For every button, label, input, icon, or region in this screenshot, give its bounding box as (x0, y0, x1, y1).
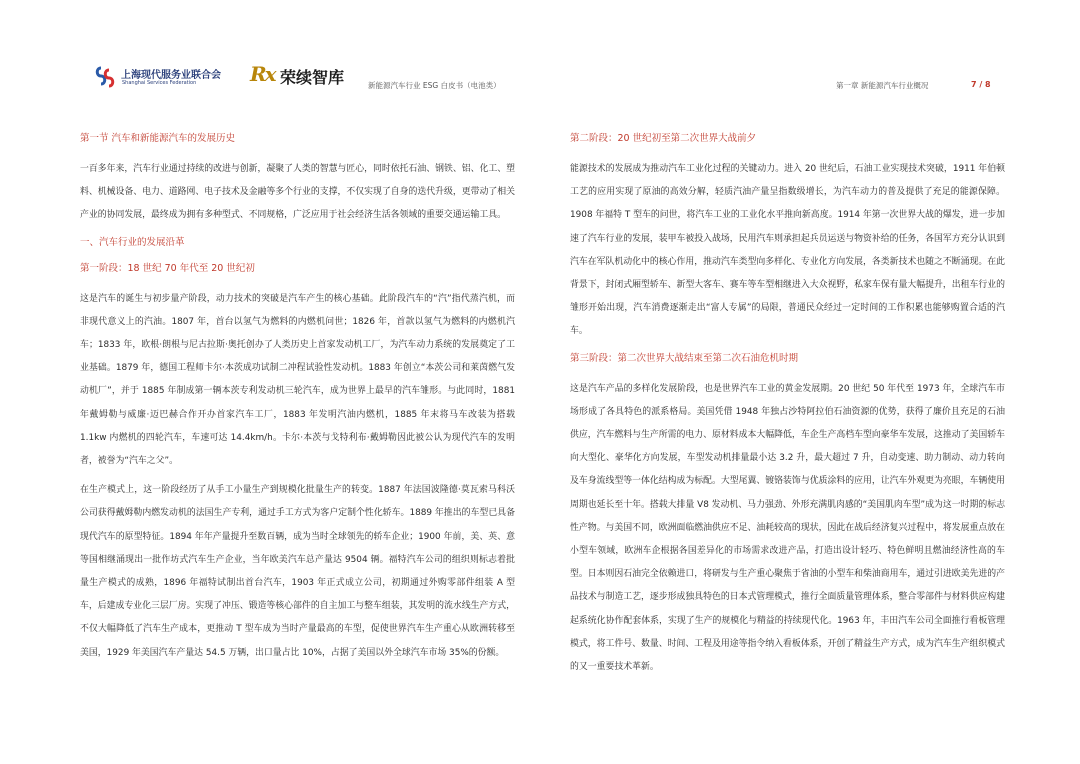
stage1-paragraph-1: 这是汽车的诞生与初步量产阶段，动力技术的突破是汽车产生的核心基础。此阶段汽车的“汽”指代蒸汽机，而非现代意义上的汽油。1807 年，首台以氢气为燃料的内燃机问世；1826 年，首款以氢气为燃料的内燃机汽车；1833 年，欧根·朗根与尼古拉斯·奥托创办了人类历史上首家发动机工厂，为汽车动力系统的发展奠定了工业基础。1879 年，德国工程师卡尔·本茨成功试制二冲程试验性发动机。1883 年创立“本茨公司和莱茵燃气发动机厂”，并于 1885 年制成第一辆本茨专利发动机三轮汽车，成为世界上最早的汽车雏形。与此同时，1881 年戴姆勒与威廉·迈巴赫合作开办首家汽车工厂，1883 年发明汽油内燃机，1885 年末将马车改装为搭载 1.1kw 内燃机的四轮汽车，车速可达 14.4km/h。卡尔·本茨与戈特利布·戴姆勒因此被公认为现代汽车的发明者，被誉为“汽车之父”。 (80, 293, 515, 467)
ssf-logo (95, 64, 245, 94)
right-column (570, 132, 1005, 687)
chapter-title: 第一章 新能源汽车行业概况 (836, 81, 929, 90)
stage3-paragraph: 这是汽车产品的多样化发展阶段，也是世界汽车工业的黄金发展期。20 世纪 50 年代至 1973 年，全球汽车市场形成了各具特色的派系格局。美国凭借 1948 年独占沙特阿拉伯石油资源的优势，获得了廉价且充足的石油供应，汽车燃料与生产所需的电力、原材料成本大幅降低，车企生产高档车型向豪华车发展，这推动了美国轿车向大型化、豪华化方向发展，车型发动机排量最小达 3.2 升，最大超过 7 升，自动变速、助力制动、动力转向及车身流线型等一体化结构成为标配。大型尾翼、镀铬装饰与优质涂料的应用，让汽车外观更为亮眼，车辆使用周期也延长至十年。搭载大排量 V8 发动机、马力强劲、外形充满肌肉感的“美国肌肉车型”成为这一时期的标志性产物。与美国不同，欧洲面临燃油供应不足、油耗较高的现状，因此在战后经济复兴过程中，将发展重点放在小型车领域，欧洲车企根据各国差异化的市场需求改进产品，打造出设计轻巧、特色鲜明且燃油经济性高的车型。日本则因石油完全依赖进口，将研发与生产重心聚焦于省油的小型车和柴油商用车，通过引进欧美先进的产品技术与制造工艺，逐步形成独具特色的日本式管理模式，推行全面质量管理体系，整合零部件与材料供应构建起系统化协作配套体系，实现了生产的规模化与精益的持续现代化。1963 年，丰田汽车公司全面推行看板管理模式，将工件号、数量、时间、工程及用途等指令纳入看板体系，开创了精益生产方式，成为汽车生产组织模式的又一重要技术革新。 (570, 383, 1005, 673)
left-column (80, 132, 515, 673)
ssf-logo-icon (95, 66, 119, 88)
stage1-heading: 第一阶段：18 世纪 70 年代至 20 世纪初 (80, 262, 255, 274)
think-tank-name: 荣续智库 (280, 68, 345, 87)
document-title: 新能源汽车行业 ESG 白皮书（电池类） (368, 81, 501, 90)
subsection-title: 一、汽车行业的发展沿革 (80, 236, 185, 248)
section-title: 第一节 汽车和新能源汽车的发展历史 (80, 133, 236, 144)
intro-paragraph: 一百多年来，汽车行业通过持续的改进与创新，凝聚了人类的智慧与匠心，同时依托石油、钢铁、铝、化工、塑料、机械设备、电力、道路网、电子技术及金融等多个行业的支撑，不仅实现了自身的迭代升级，更带动了相关产业的协同发展，最终成为拥有多种型式、不同规格，广泛应用于社会经济生活各领域的重要交通运输工具。 (80, 164, 515, 221)
page-header (95, 60, 995, 94)
page-number: 7 / 8 (971, 80, 991, 89)
rx-logo-mark: Rx (250, 62, 275, 86)
stage2-paragraph: 能源技术的发展成为推动汽车工业化过程的关键动力。进入 20 世纪后，石油工业实现技术突破，1911 年伯顿工艺的应用实现了原油的高效分解，轻质汽油产量呈指数级增长，为汽车动力的普及提供了充足的能源保障。1908 年福特 T 型车的问世，将汽车工业的工业化水平推向新高度。1914 年第一次世界大战的爆发，进一步加速了汽车行业的发展，装甲车被投入战场，民用汽车则承担起兵员运送与物资补给的任务，各国军方充分认识到汽车在军队机动化中的核心作用，推动汽车类型向多样化、专业化方向发展，各类新技术也随之不断涌现。在此背景下，封闭式厢型轿车、新型大客车、赛车等车型相继进入大众视野，私家车保有量大幅提升，出租车行业的雏形开始出现，汽车消费逐渐走出“富人专属”的局限，普通民众经过一定时间的工作积累也能够购置合适的汽车。 (570, 164, 1005, 337)
think-tank-logo (250, 60, 370, 94)
stage1-paragraph-2: 在生产模式上，这一阶段经历了从手工小量生产到规模化批量生产的转变。1887 年法国波隆德·莫瓦索马科沃公司获得戴姆勒内燃发动机的法国生产专利，通过手工方式为客户定制个性化轿车。1889 年推出的车型已具备现代汽车的原型特征。1894 年年产量提升至数百辆，成为当时全球领先的轿车企业；1900 年前，美、英、意等国相继涌现出一批作坊式汽车生产企业，当年欧美汽车总产量达 9504 辆。福特汽车公司的组织则标志着批量生产模式的成熟，1896 年福特试制出首台汽车，1903 年正式成立公司，初期通过外购零部件组装 A 型车，后建成专业化三层厂房。实现了冲压、锻造等核心部件的自主加工与整车组装，其发明的流水线生产方式，不仅大幅降低了汽车生产成本，更推动 T 型车成为当时产量最高的车型，促使世界汽车生产重心从欧洲转移至美国，1929 年美国汽车产量达 54.5 万辆，出口量占比 10%，占据了美国以外全球汽车市场 35%的份额。 (80, 485, 515, 658)
stage2-heading: 第二阶段：20 世纪初至第二次世界大战前夕 (570, 133, 757, 144)
org-name-en: Shanghai Services Federation (122, 80, 197, 86)
org-name-cn: 上海现代服务业联合会 (121, 70, 221, 81)
stage3-heading: 第三阶段：第二次世界大战结束至第二次石油危机时期 (570, 352, 799, 364)
